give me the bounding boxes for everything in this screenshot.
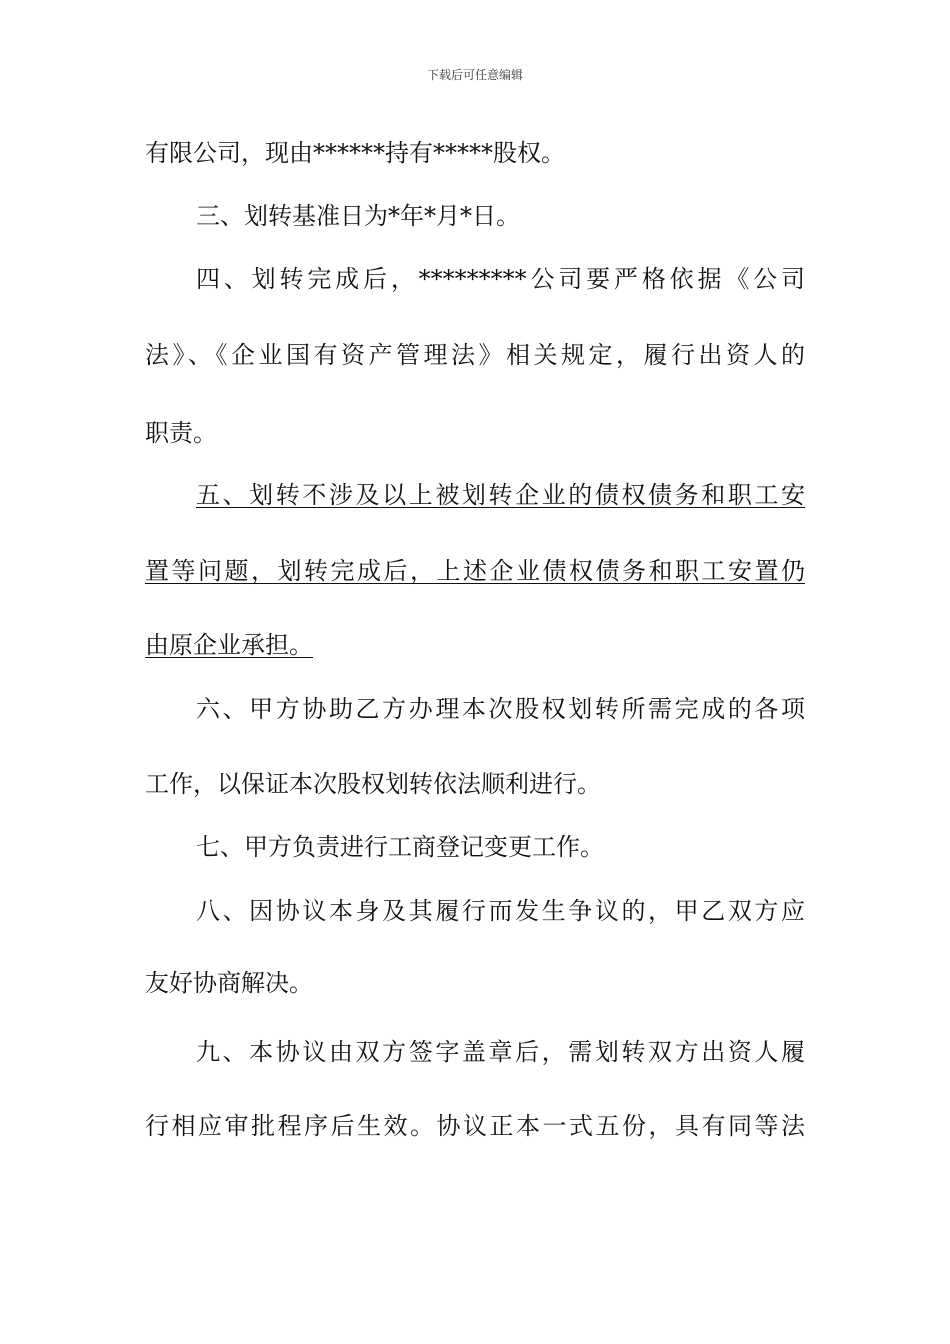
text-line: 有限公司，现由******持有*****股权。 [145,139,565,167]
clause-5-line-underlined: 置等问题，划转完成后，上述企业债权债务和职工安置仍 [145,557,805,585]
clause-7-line: 七、甲方负责进行工商登记变更工作。 [196,833,604,861]
clause-6-line: 六、甲方协助乙方办理本次股权划转所需完成的各项 [196,695,805,723]
clause-9-line: 九、本协议由双方签字盖章后，需划转双方出资人履 [196,1038,805,1066]
clause-9-line: 行相应审批程序后生效。协议正本一式五份，具有同等法 [145,1112,805,1140]
clause-4-line: 四、划转完成后，*********公司要严格依据《公司 [196,265,805,293]
clause-8-line: 友好协商解决。 [145,969,313,997]
page-header-note: 下载后可任意编辑 [426,68,523,82]
clause-6-line: 工作，以保证本次股权划转依法顺利进行。 [145,770,601,798]
clause-4-line: 法》、《企业国有资产管理法》相关规定，履行出资人的 [145,341,805,369]
clause-8-line: 八、因协议本身及其履行而发生争议的，甲乙双方应 [196,897,805,925]
clause-5-line-underlined: 五、划转不涉及以上被划转企业的债权债务和职工安 [196,481,805,509]
clause-3-line: 三、划转基准日为*年*月*日。 [196,202,520,230]
clause-4-line: 职责。 [145,419,217,447]
clause-5-line-underlined: 由原企业承担。 [145,631,313,659]
